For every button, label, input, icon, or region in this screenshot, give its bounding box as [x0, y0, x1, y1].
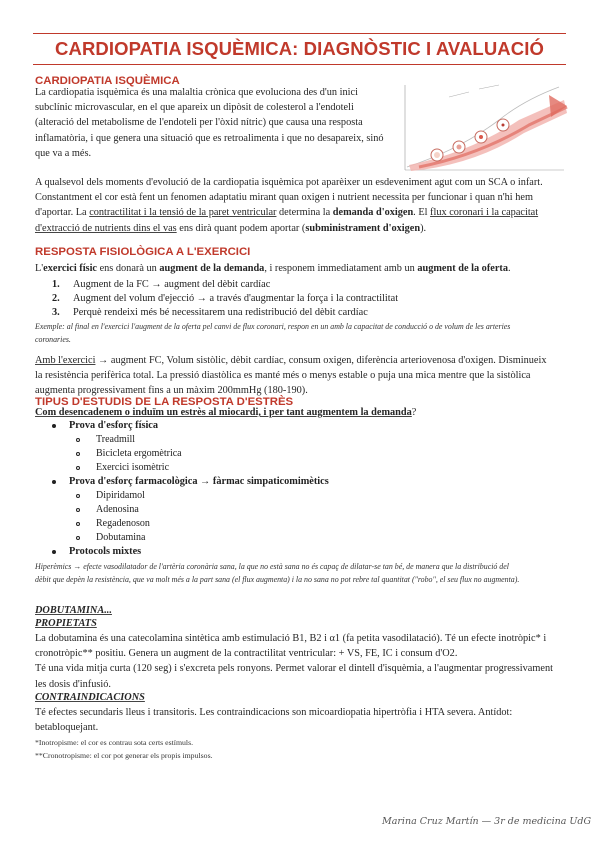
- bold-term: demanda d'oxigen: [332, 207, 414, 219]
- contraindicacions-heading: CONTRAINDICACIONS: [35, 692, 145, 703]
- text-line: cronotròpic** positiu. Genera un augment de la contractilitat ventricular: + VS, FE, IC i consum d'O2.: [35, 648, 458, 660]
- intro-line: La cardiopatia isquèmica és una malaltia crònica que evoluciona des d'un inici: [35, 87, 358, 98]
- text-line: A qualsevol dels moments d'evolució de la cardiopatia isquèmica pot aparèixer un esdeveniment agut com un SCA o infart.: [35, 177, 543, 188]
- underlined-term: contractilitat i la tensió de la paret ventricular: [89, 207, 277, 219]
- text-line: d'aportar. La contractilitat i la tensió de la paret ventricular determina la demanda d'oxigen. El flux coronari i la capacitat: [35, 207, 539, 219]
- intro-line: subclínic microvascular, en el que apareix un dipòsit de colesterol a l'endoteli: [35, 102, 354, 114]
- intro-paragraph: [35, 85, 393, 161]
- text-line: betabloquejant.: [35, 722, 99, 734]
- footnote-cronotropisme: **Cronotropisme: el cor pot generar els propis impulsos.: [35, 751, 213, 760]
- text-line: Té una vida mitja curta (120 seg) i s'excreta pels ronyons. Permet valorar el dintell d'isquèmia, a l'augmentar progressivament: [35, 663, 553, 675]
- intro-line: (alteració del metabolisme de l'endoteli per l'òxid nítric) que causa una resposta: [35, 117, 363, 129]
- exercise-intro: L'exercici físic ens donarà un augment de la demanda, i responem immediatament amb un augment de la oferta.: [35, 263, 511, 274]
- text-line: la resistència perifèrica total. La pressió diastòlica es manté més o menys estable o puja una mica mentre que la sistòlica: [35, 370, 531, 382]
- atherosclerosis-progression-illustration: [399, 75, 569, 175]
- text-line: La dobutamina és una catecolamina sintètica amb estimulació B1, B2 i α1 (fa petita vasodilatació). Té un efecte inotròpic* i: [35, 633, 547, 644]
- page-title: CARDIOPATIA ISQUÈMICA: DIAGNÒSTIC I AVALUACIÓ: [55, 38, 544, 59]
- text-line: augmenta progressivament fins a un màxim 200mmHg (180-190).: [35, 385, 308, 397]
- underlined-term: d'extracció de nutrients dins el vas: [35, 222, 177, 234]
- author-signature: Marina Cruz Martín — 3r de medicina UdG: [382, 816, 592, 827]
- example-note: Exemple: al final en l'exercici l'augment de la oferta pel canvi de flux coronari, respon en un amb la capacitat de conducció o de volum de les arteries coronaries.: [35, 322, 511, 344]
- text-line: Té efectes secundaris lleus i transitoris. Les contraindicacions son micoardiopatia hipertròfia i HTA severa. Antídot:: [35, 707, 513, 718]
- propietats-heading: PROPIETATS: [35, 618, 97, 629]
- section-heading-cardiopatia: CARDIOPATIA ISQUÈMICA: [35, 75, 180, 87]
- para-acute-events: [35, 175, 565, 236]
- dobutamina-heading: DOBUTAMINA...: [35, 605, 112, 616]
- title-bar: [33, 33, 566, 65]
- exercise-paragraph: [35, 353, 565, 399]
- document-page: CARDIOPATIA ISQUÈMICA: DIAGNÒSTIC I AVALUACIÓ CARDIOPATIA ISQUÈMICA La cardiopatia isquèmica és una malaltia crònica que evoluciona des d'un inici subclínic microvascular, en el que apareix un dipòsit de colesterol a l'endoteli (alteració del metabolisme de l'endoteli per l'òxid nítric) que causa una resposta inflamatòria, i que genera una situació que es retroalimenta i que no desapareix, sinó que va a més. A qualsevol dels moments d'evolució de la cardiopatia isquèmica pot aparèixer un esdeveniment agut com un SCA o infart. Constantment el cor està fent un fenomen adaptatiu mirant quan oxigen i nutrient necessita per funcionar i quan n'hi hem d'aportar. La contractilitat i la tensió de la paret ventricular determina la demanda d'oxigen. El flux coronari i la capacitat d'extracció de nutrients dins el vas ens dirà quant podem aportar (subministrament d'oxigen). RESPOSTA FISIOLÒGICA A L'EXERCICI L'exercici físic ens donarà un augment de la demanda, i responem immediatament amb un augment de la oferta. 1. Augment de la FC → augment del dèbit cardíac 2. Augment del volum d'ejecció → a través d'augmentar la força i la contractilitat 3. Perquè rendeixi més bé necessitarem una redistribució del dèbit cardíac Exemple: al final en l'exercici l'augment de la oferta pel canvi de flux coronari, respon en un amb la capacitat de conducció o de volum de les arteries coronaries. Amb l'exercici → augment FC, Volum sistòlic, dèbit cardíac, consum oxigen, diferència arteriovenosa d'oxigen. Disminueix la resistència perifèrica total. La pressió diastòlica es manté més o menys estable o puja una mica mentre que la sistòlica augmenta progressivament fins a un màxim 200mmHg (180-190). TIPUS D'ESTUDIS DE LA RESPOSTA D'ESTRÈS Com desencadenem o induïm un estrès al miocardi, i per tant augmentem la demanda? Prova d'esforç física Treadmill Bicicleta ergomètrica Exercici isomètric Prova d'esforç farmacològica → fàrmac simpaticomimètics Dipiridamol Adenosina Regadenoson Dobutamina Protocols mixtes Hiperèmics → efecte vasodilatador de l'artèria coronària sana, la que no està sana no és capaç de dilatar-se tan bé, de manera que la distribució del dèbit que depèn la resistència, que va molt més a la part sana (el flux augmenta) i la no sana no pot rebre tal quantitat ("robo", el seu flux no augmenta). DOBUTAMINA... PROPIETATS La dobutamina és una catecolamina sintètica amb estimulació B1, B2 i α1 (fa petita vasodilatació). Té un efecte inotròpic* i cronotròpic** positiu. Genera un augment de la contractilitat ventricular: + VS, FE, IC i consum d'O2. Té una vida mitja curta (120 seg) i s'excreta pels ronyons. Permet valorar el dintell d'isquèmia, a l'augmentar progressivament les dosis d'infusió. CONTRAINDICACIONS Té efectes secundaris lleus i transitoris. Les contraindicacions son micoardiopatia hipertròfia i HTA severa. Antídot: betabloquejant. *Inotropisme: el cor es contrau sota certs estímuls. **Cronotropisme: el cor pot generar els propis impulsos. Marina Cruz Martín — 3r de medicina UdG: [0, 0, 599, 848]
- stress-question: Com desencadenem o induïm un estrès al miocardi, i per tant augmentem la demanda?: [35, 407, 417, 418]
- text-line: les dosis d'infusió.: [35, 678, 111, 690]
- intro-line: inflamatòria, i que genera una situació que es retroalimenta i que no desapareix, sinó: [35, 132, 384, 144]
- text-line: d'extracció de nutrients dins el vas ens dirà quant podem aportar (subministrament d'oxigen).: [35, 222, 427, 234]
- section-heading-tipus: TIPUS D'ESTUDIS DE LA RESPOSTA D'ESTRÈS: [35, 396, 294, 408]
- underlined-term: flux coronari i la capacitat: [430, 207, 539, 219]
- propietats-paragraph: [35, 631, 565, 692]
- bold-term: subministrament d'oxigen: [305, 222, 421, 234]
- hyperemic-note: Hiperèmics → efecte vasodilatador de l'artèria coronària sana, la que no està sana no és capaç de dilatar-se tan bé, de manera que la distribució del dèbit que depèn la resistència, que va molt més a la part sana (el flux augmenta) i la no sana no pot rebre tal quantitat ("robo", el seu flux no augmenta).: [35, 562, 520, 584]
- contraindicacions-paragraph: [35, 705, 565, 735]
- footnote-inotropisme: *Inotropisme: el cor es contrau sota certs estímuls.: [35, 738, 194, 747]
- section-heading-resposta: RESPOSTA FISIOLÒGICA A L'EXERCICI: [35, 246, 251, 258]
- text-line: Amb l'exercici → augment FC, Volum sistòlic, dèbit cardíac, consum oxigen, diferència arteriovenosa d'oxigen. Disminueix: [35, 355, 547, 366]
- text-line: Constantment el cor està fent un fenomen adaptatiu mirant quan oxigen i nutrient necessita per funcionar i quan n'hi hem: [35, 192, 533, 204]
- intro-line: que va a més.: [35, 147, 92, 159]
